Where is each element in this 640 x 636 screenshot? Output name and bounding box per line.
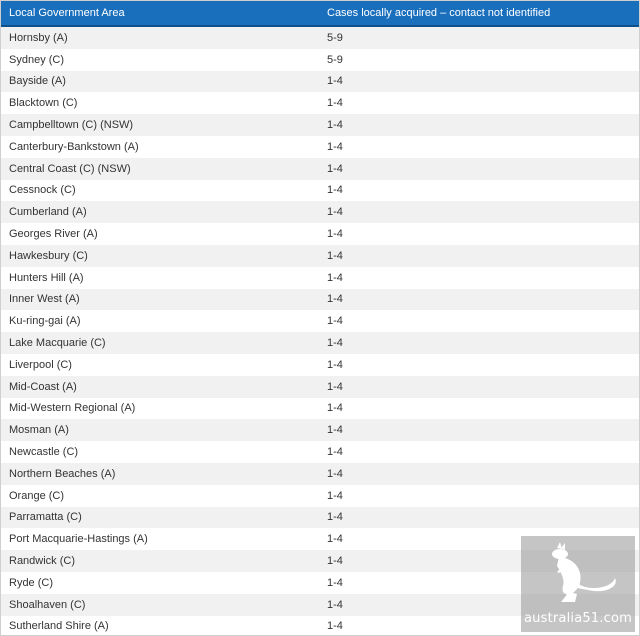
table-row — [1, 92, 639, 114]
cell-lga: Canterbury-Bankstown (A) — [1, 136, 319, 158]
cell-cases: 1-4 — [319, 550, 639, 572]
cell-lga: Central Coast (C) (NSW) — [1, 158, 319, 180]
cell-lga: Cessnock (C) — [1, 180, 319, 202]
table-row — [1, 267, 639, 289]
table-row — [1, 463, 639, 485]
cell-lga: Hunters Hill (A) — [1, 267, 319, 289]
cell-lga: Northern Beaches (A) — [1, 463, 319, 485]
table-row — [1, 398, 639, 420]
cell-cases: 5-9 — [319, 26, 639, 49]
table-row — [1, 354, 639, 376]
table-row — [1, 71, 639, 93]
cell-cases: 1-4 — [319, 376, 639, 398]
cell-lga: Georges River (A) — [1, 223, 319, 245]
cell-cases: 1-4 — [319, 398, 639, 420]
table-row — [1, 180, 639, 202]
kangaroo-icon — [535, 542, 621, 606]
cell-cases: 1-4 — [319, 485, 639, 507]
table-row — [1, 136, 639, 158]
cell-cases: 1-4 — [319, 507, 639, 529]
cell-lga: Mid-Coast (A) — [1, 376, 319, 398]
table-row — [1, 114, 639, 136]
cell-cases: 1-4 — [319, 332, 639, 354]
cell-cases: 1-4 — [319, 267, 639, 289]
table-row — [1, 49, 639, 71]
cell-cases: 1-4 — [319, 572, 639, 594]
cell-cases: 1-4 — [319, 223, 639, 245]
cell-cases: 1-4 — [319, 180, 639, 202]
table-row — [1, 332, 639, 354]
cell-lga: Randwick (C) — [1, 550, 319, 572]
cell-lga: Hawkesbury (C) — [1, 245, 319, 267]
cell-lga: Parramatta (C) — [1, 507, 319, 529]
table-row — [1, 223, 639, 245]
cell-cases: 1-4 — [319, 354, 639, 376]
cell-cases: 1-4 — [319, 528, 639, 550]
table-row — [1, 245, 639, 267]
cell-cases: 1-4 — [319, 419, 639, 441]
column-header-cases: Cases locally acquired – contact not identified — [319, 1, 639, 26]
cell-cases: 1-4 — [319, 616, 639, 636]
cell-cases: 1-4 — [319, 594, 639, 616]
cell-lga: Bayside (A) — [1, 71, 319, 93]
table-header-row — [1, 1, 639, 26]
table-row — [1, 201, 639, 223]
cell-cases: 1-4 — [319, 463, 639, 485]
cell-lga: Shoalhaven (C) — [1, 594, 319, 616]
cell-lga: Ryde (C) — [1, 572, 319, 594]
cell-cases: 1-4 — [319, 71, 639, 93]
cell-lga: Mosman (A) — [1, 419, 319, 441]
cell-lga: Mid-Western Regional (A) — [1, 398, 319, 420]
cell-lga: Hornsby (A) — [1, 26, 319, 49]
cell-lga: Blacktown (C) — [1, 92, 319, 114]
cell-cases: 1-4 — [319, 310, 639, 332]
cell-cases: 1-4 — [319, 245, 639, 267]
cell-cases: 1-4 — [319, 92, 639, 114]
cell-cases: 1-4 — [319, 289, 639, 311]
cell-cases: 5-9 — [319, 49, 639, 71]
cell-lga: Cumberland (A) — [1, 201, 319, 223]
table-row — [1, 376, 639, 398]
watermark-text: australia51.com — [523, 611, 632, 626]
table-row — [1, 441, 639, 463]
cell-lga: Port Macquarie-Hastings (A) — [1, 528, 319, 550]
cell-lga: Newcastle (C) — [1, 441, 319, 463]
cell-cases: 1-4 — [319, 441, 639, 463]
table-row — [1, 507, 639, 529]
table-row — [1, 485, 639, 507]
watermark-logo — [521, 536, 635, 632]
cell-cases: 1-4 — [319, 201, 639, 223]
cell-cases: 1-4 — [319, 158, 639, 180]
cell-lga: Sutherland Shire (A) — [1, 616, 319, 636]
table-row — [1, 419, 639, 441]
table-row — [1, 310, 639, 332]
table-row — [1, 26, 639, 49]
cell-lga: Ku-ring-gai (A) — [1, 310, 319, 332]
cell-lga: Lake Macquarie (C) — [1, 332, 319, 354]
table-row — [1, 289, 639, 311]
column-header-lga: Local Government Area — [1, 1, 319, 26]
cell-lga: Liverpool (C) — [1, 354, 319, 376]
cell-lga: Inner West (A) — [1, 289, 319, 311]
cell-lga: Campbelltown (C) (NSW) — [1, 114, 319, 136]
cell-cases: 1-4 — [319, 136, 639, 158]
cell-lga: Orange (C) — [1, 485, 319, 507]
table-row — [1, 158, 639, 180]
table-header — [1, 1, 639, 26]
cell-cases: 1-4 — [319, 114, 639, 136]
cell-lga: Sydney (C) — [1, 49, 319, 71]
